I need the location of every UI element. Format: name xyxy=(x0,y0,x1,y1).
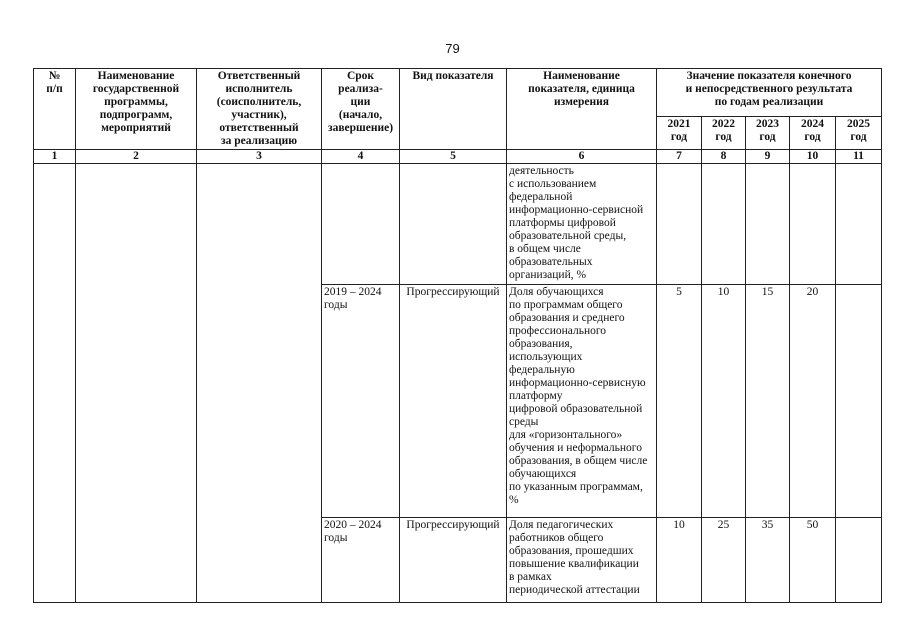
header-executor: Ответственный исполнитель (соисполнитель, участник), ответственный за реализацию xyxy=(197,69,322,150)
cell-number xyxy=(34,164,76,603)
page-number: 79 xyxy=(445,41,460,56)
column-number: 9 xyxy=(746,150,790,164)
column-number: 8 xyxy=(702,150,746,164)
cell-value xyxy=(836,285,882,518)
header-indicator-name: Наименование показателя, единица измерения xyxy=(507,69,657,150)
header-values-group: Значение показателя конечного и непосредственного результата по годам реализации xyxy=(657,69,882,117)
header-year: 2024 год xyxy=(790,116,836,149)
cell-value xyxy=(836,164,882,285)
header-year: 2023 год xyxy=(746,116,790,149)
header-year: 2022 год xyxy=(702,116,746,149)
cell-value xyxy=(790,164,836,285)
header-period: Срок реализа- ции (начало, завершение) xyxy=(322,69,400,150)
cell-value: 5 xyxy=(657,285,702,518)
cell-indicator-type xyxy=(400,164,507,285)
column-number: 10 xyxy=(790,150,836,164)
header-year: 2021 год xyxy=(657,116,702,149)
column-number: 1 xyxy=(34,150,76,164)
cell-indicator-type: Прогрессирующий xyxy=(400,285,507,518)
cell-indicator-name: Доля обучающихся по программам общего образования и среднего профессионального образования, использующих федеральную информационно-сервисную платформу цифровой образовательной среды для «горизонтального» обучения и неформального образования, в общем числе обучающихся по указанным программам, % xyxy=(507,285,657,518)
cell-value: 15 xyxy=(746,285,790,518)
cell-indicator-name: Доля педагогических работников общего образования, прошедших повышение квалификации в рамках периодической аттестации xyxy=(507,518,657,603)
indicators-table xyxy=(33,68,882,603)
header-number: № п/п xyxy=(34,69,76,150)
cell-indicator-name: деятельность с использованием федеральной информационно-сервисной платформы цифровой образовательной среды, в общем числе образовательных организаций, % xyxy=(507,164,657,285)
cell-executor xyxy=(197,164,322,603)
cell-value xyxy=(657,164,702,285)
header-row xyxy=(34,69,882,117)
column-number: 2 xyxy=(76,150,197,164)
cell-indicator-type: Прогрессирующий xyxy=(400,518,507,603)
cell-value: 10 xyxy=(657,518,702,603)
column-numbers-row xyxy=(34,150,882,164)
cell-value: 50 xyxy=(790,518,836,603)
cell-value: 25 xyxy=(702,518,746,603)
header-indicator-type: Вид показателя xyxy=(400,69,507,150)
cell-value: 10 xyxy=(702,285,746,518)
column-number: 7 xyxy=(657,150,702,164)
cell-value xyxy=(746,164,790,285)
cell-period: 2020 – 2024 годы xyxy=(322,518,400,603)
cell-value: 35 xyxy=(746,518,790,603)
cell-program xyxy=(76,164,197,603)
cell-value xyxy=(836,518,882,603)
column-number: 4 xyxy=(322,150,400,164)
column-number: 6 xyxy=(507,150,657,164)
table-row xyxy=(34,164,882,285)
header-program: Наименование государственной программы, подпрограмм, мероприятий xyxy=(76,69,197,150)
column-number: 5 xyxy=(400,150,507,164)
cell-value: 20 xyxy=(790,285,836,518)
cell-value xyxy=(702,164,746,285)
cell-period xyxy=(322,164,400,285)
header-year: 2025 год xyxy=(836,116,882,149)
column-number: 3 xyxy=(197,150,322,164)
cell-period: 2019 – 2024 годы xyxy=(322,285,400,518)
column-number: 11 xyxy=(836,150,882,164)
